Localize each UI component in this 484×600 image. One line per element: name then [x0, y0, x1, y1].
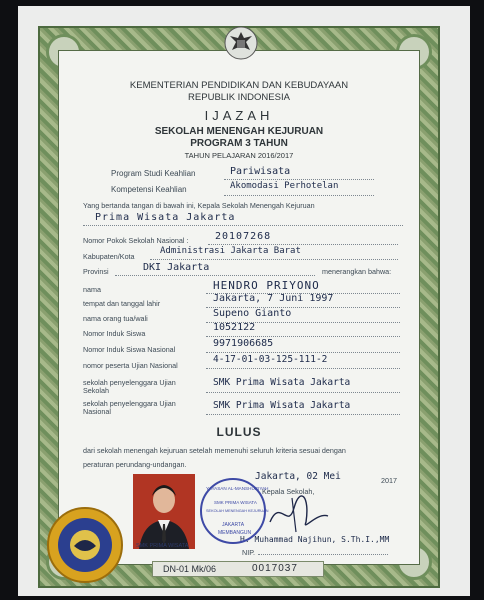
dotted-line: [206, 368, 400, 369]
competency-value: Akomodasi Perhotelan: [230, 181, 339, 191]
nis-label: Nomor Induk Siswa: [83, 329, 146, 338]
intro-text: Yang bertanda tangan di bawah ini, Kepala Sekolah Menengah Kejuruan: [83, 201, 315, 210]
school-exam-label-2: Sekolah: [83, 386, 109, 395]
competency-label: Kompetensi Keahlian: [111, 185, 187, 194]
photo-stamp-caption: SMK PRIMA WISATA: [136, 543, 189, 549]
school-exam-value: SMK Prima Wisata Jakarta: [213, 377, 351, 388]
ministry-name: KEMENTERIAN PENDIDIKAN DAN KEBUDAYAAN: [129, 80, 349, 91]
gold-seal-icon: [46, 506, 124, 584]
parent-value: Supeno Gianto: [213, 308, 292, 319]
national-exam-label-2: Nasional: [83, 407, 111, 416]
school-name: Prima Wisata Jakarta: [95, 212, 236, 223]
serial-code: DN-01 Mk/06: [163, 564, 217, 574]
program-label: Program Studi Keahlian: [111, 169, 196, 178]
country-name: REPUBLIK INDONESIA: [188, 92, 290, 103]
stamp-top: YAYASAN AL-MANSHURIYAH: [206, 486, 269, 491]
dotted-line: [258, 554, 388, 555]
school-type: SEKOLAH MENENGAH KEJURUAN: [154, 126, 324, 137]
result-text-2: peraturan perundang-undangan.: [83, 460, 187, 469]
result-text-1: dari sekolah menengah kejuruan setelah memenuhi seluruh kriteria sesuai dengan: [83, 446, 346, 455]
dotted-line: [224, 195, 374, 196]
stamp-mid1: SMK PRIMA WISATA: [214, 500, 257, 505]
student-photo: [133, 474, 195, 549]
nis-value: 1052122: [213, 322, 256, 333]
nip-label: NIP.: [242, 548, 256, 557]
nisn-value: 9971906685: [213, 338, 274, 349]
result-lulus: LULUS: [216, 425, 262, 439]
province-value: DKI Jakarta: [143, 262, 210, 273]
document-title: IJAZAH: [204, 108, 274, 123]
program-duration: PROGRAM 3 TAHUN: [190, 138, 288, 149]
declares-text: menerangkan bahwa:: [322, 267, 392, 276]
nisn-label: Nomor Induk Siswa Nasional: [83, 345, 176, 354]
dotted-line: [208, 244, 398, 245]
program-value: Pariwisata: [230, 166, 291, 177]
signature-date: Jakarta, 02 Mei: [255, 471, 341, 482]
exam-number-label: nomor peserta Ujian Nasional: [83, 361, 178, 370]
dotted-line: [150, 259, 398, 260]
parent-label: nama orang tua/wali: [83, 314, 148, 323]
province-label: Provinsi: [83, 267, 109, 276]
student-name-value: HENDRO PRIYONO: [213, 279, 320, 292]
exam-number-value: 4-17-01-03-125-111-2: [213, 354, 328, 365]
signature-year: 2017: [381, 476, 397, 485]
dotted-line: [83, 225, 403, 226]
garuda-emblem-icon: [224, 26, 258, 60]
stamp-mid2: SEKOLAH MENENGAH KEJURUAN: [206, 509, 269, 513]
stamp-bottom1: JAKARTA: [222, 522, 245, 528]
dotted-line: [206, 414, 400, 415]
national-exam-label: sekolah penyelenggara Ujian: [83, 399, 176, 408]
dotted-line: [206, 392, 400, 393]
academic-year: TAHUN PELAJARAN 2016/2017: [184, 151, 294, 160]
stamp-bottom2: MEMBANGUN: [218, 530, 252, 536]
npsn-value: 20107268: [215, 231, 272, 242]
signer-name: H. Muhammad Najihun, S.Th.I.,MM: [240, 535, 390, 544]
birth-value: Jakarta, 7 Juni 1997: [213, 293, 334, 304]
school-exam-label: sekolah penyelenggara Ujian: [83, 378, 176, 387]
birth-label: tempat dan tanggal lahir: [83, 299, 161, 308]
npsn-label: Nomor Pokok Sekolah Nasional :: [83, 236, 189, 245]
handwritten-signature: [262, 492, 332, 536]
dotted-line: [206, 336, 400, 337]
serial-number: 0017037: [252, 563, 298, 574]
dotted-line: [115, 275, 315, 276]
dotted-line: [206, 352, 400, 353]
student-name-label: nama: [83, 285, 101, 294]
school-stamp: [200, 478, 269, 544]
district-value: Administrasi Jakarta Barat: [160, 246, 301, 256]
dotted-line: [224, 179, 374, 180]
national-exam-value: SMK Prima Wisata Jakarta: [213, 400, 351, 411]
signature-role: Kepala Sekolah,: [262, 487, 315, 496]
district-label: Kabupaten/Kota: [83, 252, 135, 261]
